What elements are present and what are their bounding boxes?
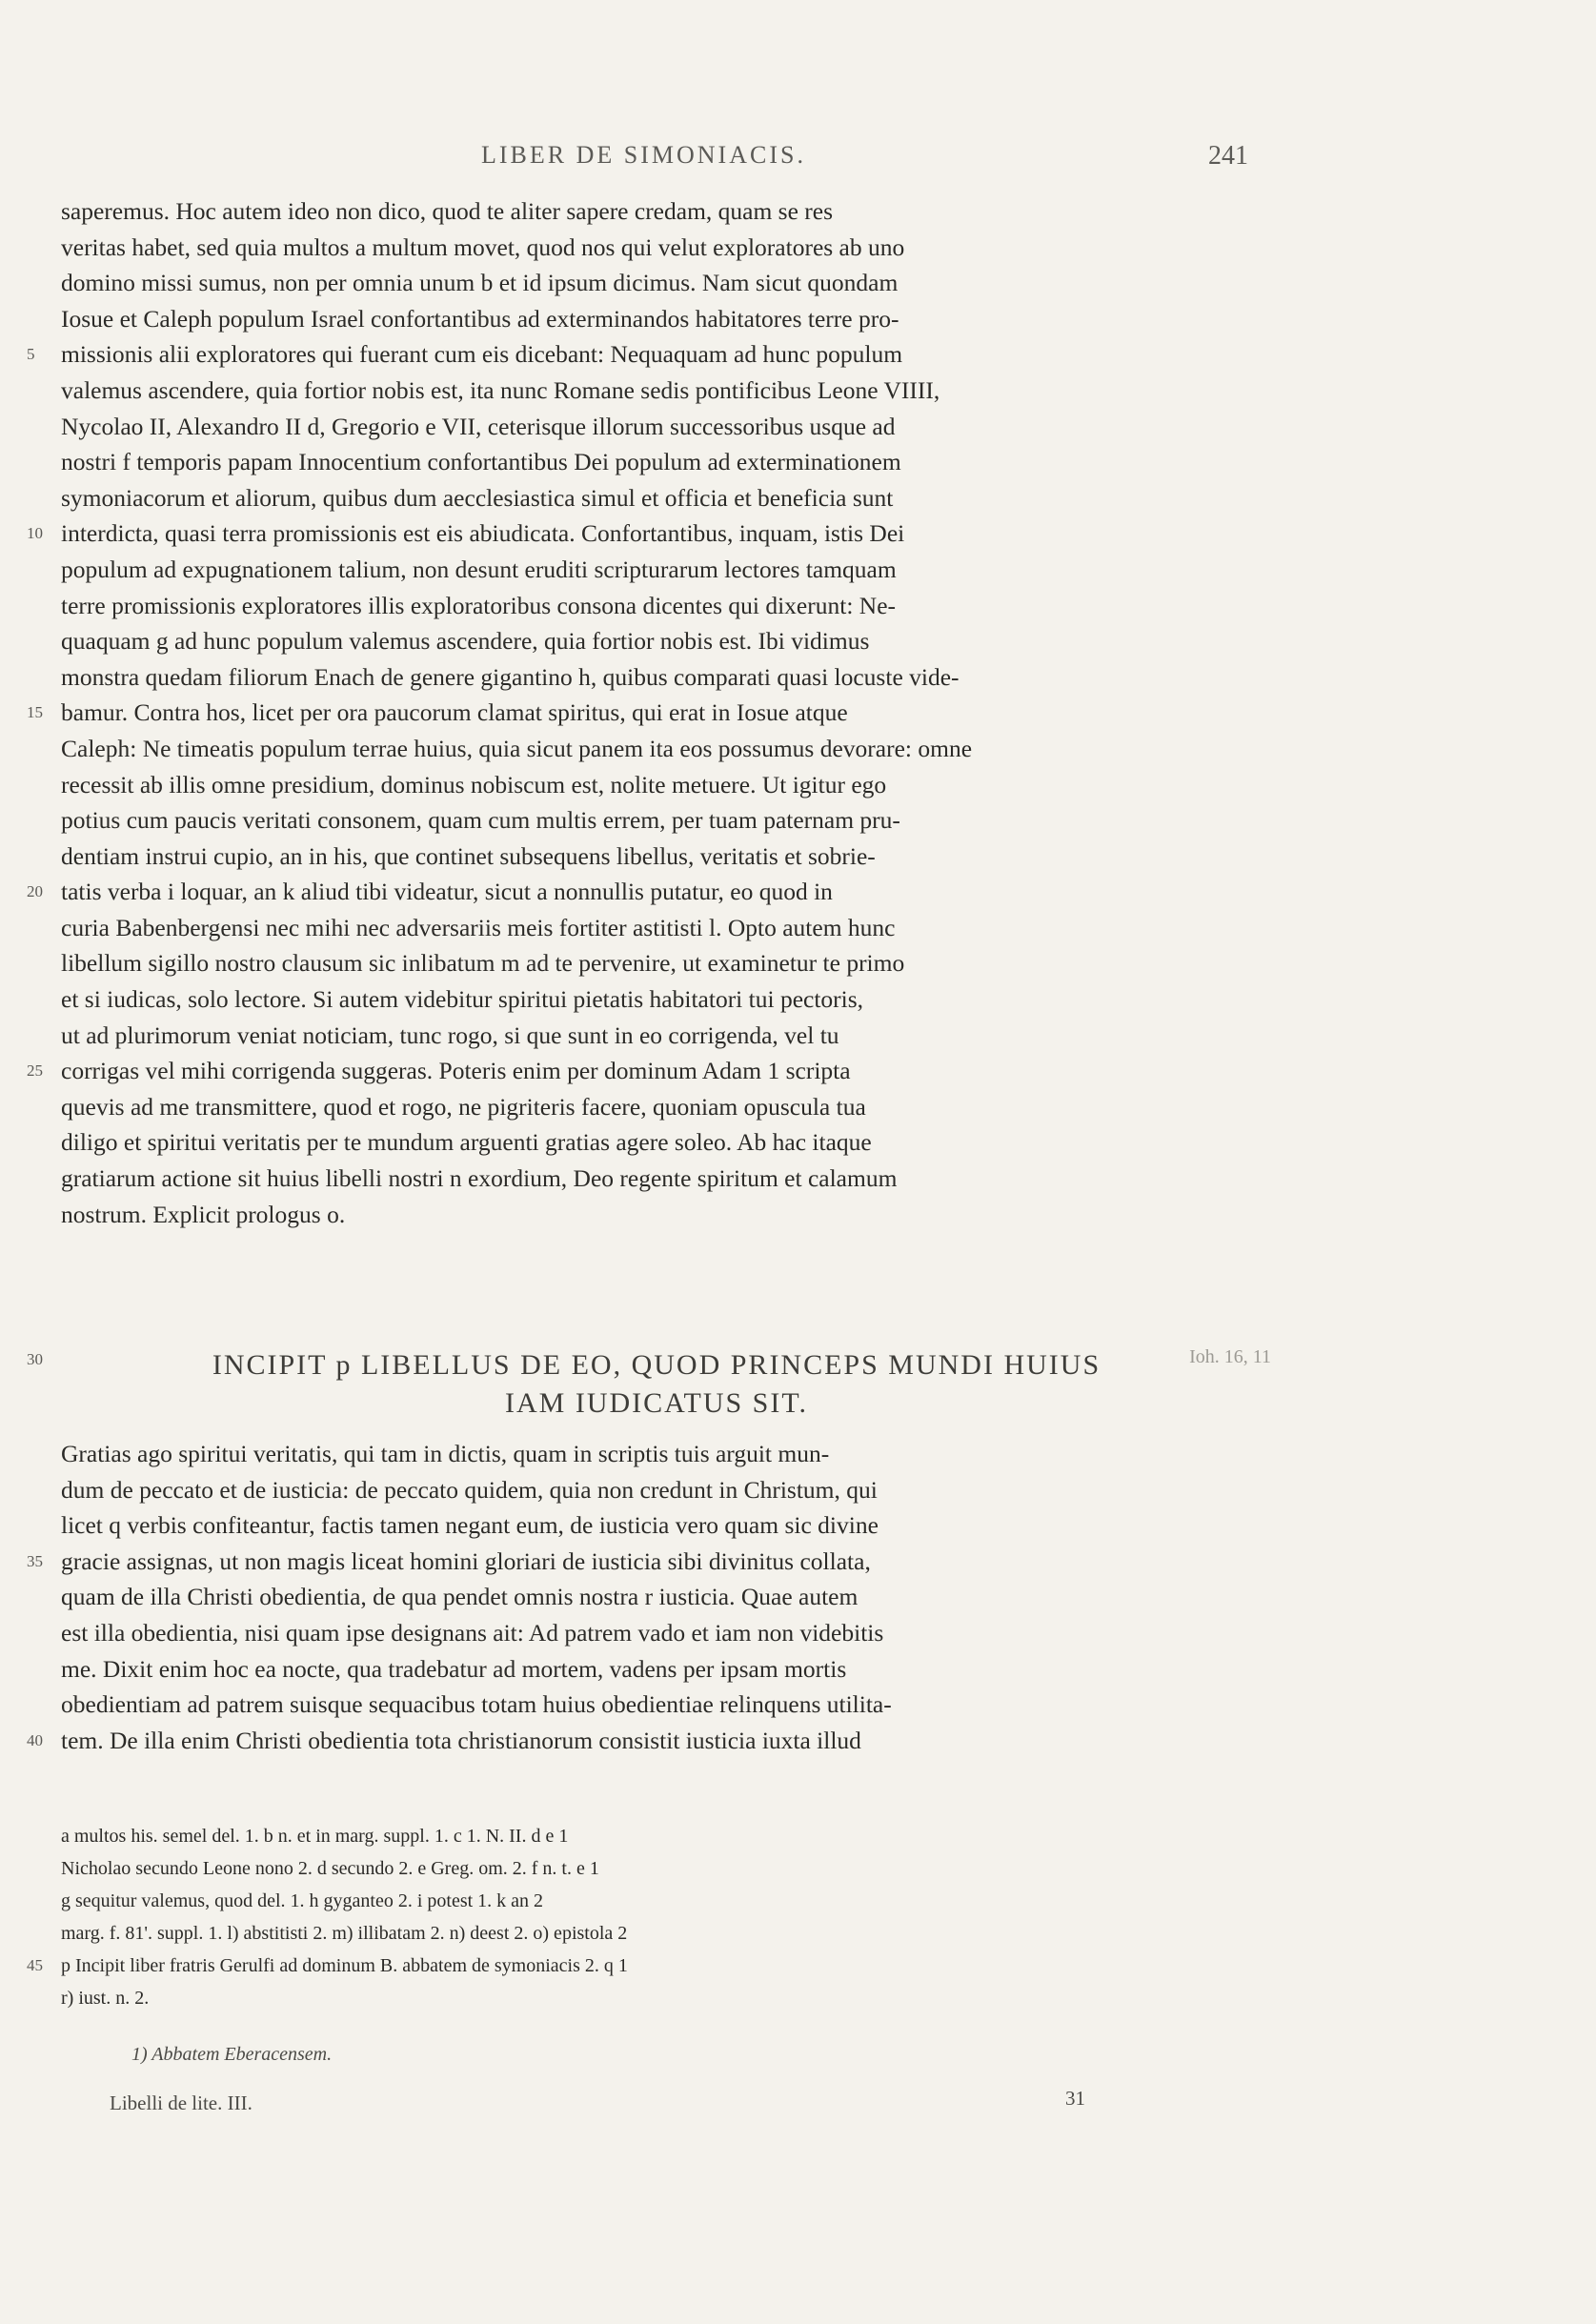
line-text: diligo et spiritui veritatis per te mundum arguenti gratias agere soleo. Ab hac itaque xyxy=(61,1128,872,1157)
line-text: Nicholao secundo Leone nono 2. d secundo 2. e Greg. om. 2. f n. t. e 1 xyxy=(61,1858,599,1879)
line-text: symoniacorum et aliorum, quibus dum aecclesiastica simul et officia et beneficia sunt xyxy=(61,483,894,512)
line-text: interdicta, quasi terra promissionis est eis abiudicata. Confortantibus, inquam, istis Dei xyxy=(61,519,905,548)
text-line xyxy=(61,623,1252,659)
line-text: valemus ascendere, quia fortior nobis est, ita nunc Romane sedis pontificibus Leone VIIII, xyxy=(61,375,940,404)
signature-right: 31 xyxy=(1065,2087,1085,2110)
text-line xyxy=(61,301,1252,337)
line-text: Gratias ago spiritui veritatis, qui tam in dictis, quam in scriptis tuis arguit mun- xyxy=(61,1440,830,1467)
line-number: 35 xyxy=(27,1551,43,1570)
text-line xyxy=(61,1651,1252,1687)
text-line xyxy=(61,1579,1252,1615)
heading-margin-reference: Ioh. 16, 11 xyxy=(1189,1346,1271,1367)
line-text: p Incipit liber fratris Gerulfi ad dominum B. abbatem de symoniacis 2. q 1 xyxy=(61,1955,628,1976)
line-text: gratiarum actione sit huius libelli nostri n exordium, Deo regente spiritum et calamum xyxy=(61,1164,898,1193)
text-line xyxy=(61,1436,1252,1472)
text-line xyxy=(61,1161,1252,1197)
text-line xyxy=(61,588,1252,624)
text-line xyxy=(61,945,1252,981)
line-number: 25 xyxy=(27,1061,43,1081)
page-number: 241 xyxy=(1208,141,1248,171)
footnote: 1) Abbatem Eberacensem. xyxy=(131,2044,333,2065)
line-text: dentiam instrui cupio, an in his, que continet subsequens libellus, veritatis et sobrie- xyxy=(61,841,876,870)
line-text: domino missi sumus, non per omnia unum b et id ipsum dicimus. Nam sicut quondam xyxy=(61,269,899,297)
line-text: quevis ad me transmittere, quod et rogo, ne pigriteris facere, quoniam opuscula tua xyxy=(61,1092,866,1121)
line-text: populum ad expugnationem talium, non desunt eruditi scripturarum lectores tamquam xyxy=(61,555,897,583)
line-text: et si iudicas, solo lectore. Si autem videbitur spiritui pietatis habitatori tui pectoris, xyxy=(61,985,864,1014)
line-text: potius cum paucis veritati consonem, quam cum multis errem, per tuam paternam pru- xyxy=(61,806,900,835)
text-line xyxy=(61,659,1252,696)
line-text: missionis alii exploratores qui fuerant cum eis dicebant: Nequaquam ad hunc populum xyxy=(61,340,903,369)
line-text: tem. De illa enim Christi obedientia tota christianorum consistit iusticia iuxta illud xyxy=(61,1726,861,1754)
line-text: nostrum. Explicit prologus o. xyxy=(61,1200,346,1228)
text-line xyxy=(61,444,1252,480)
running-head xyxy=(0,141,1596,179)
apparatus-line xyxy=(61,1885,1252,1917)
line-text: a multos his. semel del. 1. b n. et in marg. suppl. 1. c 1. N. II. d e 1 xyxy=(61,1826,569,1847)
line-text: veritas habet, sed quia multos a multum movet, quod nos qui velut exploratores ab uno xyxy=(61,232,905,261)
text-line xyxy=(61,552,1252,588)
line-text: dum de peccato et de iusticia: de peccato quidem, quia non credunt in Christum, qui xyxy=(61,1475,878,1504)
line-text: quaquam g ad hunc populum valemus ascendere, quia fortior nobis est. Ibi vidimus xyxy=(61,627,870,656)
heading-line-number: 30 xyxy=(27,1350,43,1368)
line-text: nostri f temporis papam Innocentium confortantibus Dei populum ad exterminationem xyxy=(61,448,901,476)
line-text: bamur. Contra hos, licet per ora paucorum clamat spiritus, qui erat in Iosue atque xyxy=(61,698,848,727)
line-text: obedientiam ad patrem suisque sequacibus totam huius obedientiae relinquens utilita- xyxy=(61,1690,892,1719)
text-line xyxy=(61,193,1252,230)
text-line xyxy=(61,767,1252,803)
text-line xyxy=(61,480,1252,516)
text-line xyxy=(61,1472,1252,1508)
line-text: est illa obedientia, nisi quam ipse designans ait: Ad patrem vado et iam non videbitis xyxy=(61,1618,884,1647)
text-line xyxy=(27,1053,1252,1089)
line-text: terre promissionis exploratores illis exploratoribus consona dicentes qui dixerunt: Ne- xyxy=(61,591,897,619)
running-head-title: LIBER DE SIMONIACIS. xyxy=(481,141,806,169)
text-line xyxy=(61,731,1252,767)
line-number: 5 xyxy=(27,345,35,364)
text-line xyxy=(61,981,1252,1018)
line-text: curia Babenbergensi nec mihi nec adversariis meis fortiter astitisti l. Opto autem hunc xyxy=(61,913,896,941)
line-text: Nycolao II, Alexandro II d, Gregorio e VII, ceterisque illorum successoribus usque ad xyxy=(61,412,896,440)
line-text: monstra quedam filiorum Enach de genere gigantino h, quibus comparati quasi locuste vide- xyxy=(61,662,960,691)
text-line xyxy=(27,874,1252,910)
line-text: corrigas vel mihi corrigenda suggeras. Poteris enim per dominum Adam 1 scripta xyxy=(61,1057,851,1085)
section-heading xyxy=(27,1346,1271,1423)
text-line xyxy=(27,695,1252,731)
line-text: tatis verba i loquar, an k aliud tibi videatur, sicut a nonnullis putatur, eo quod in xyxy=(61,878,833,906)
line-text: quam de illa Christi obedientia, de qua pendet omnis nostra r iusticia. Quae autem xyxy=(61,1583,859,1611)
text-line xyxy=(61,265,1252,301)
line-text: marg. f. 81'. suppl. 1. l) abstitisti 2. m) illibatam 2. n) deest 2. o) epistola 2 xyxy=(61,1923,628,1944)
text-line xyxy=(61,1197,1252,1233)
main-text xyxy=(27,1436,1252,1758)
line-text: ut ad plurimorum veniat noticiam, tunc rogo, si que sunt in eo corrigenda, vel tu xyxy=(61,1021,839,1049)
line-number: 10 xyxy=(27,524,43,543)
heading-line-2: IAM IUDICATUS SIT. xyxy=(505,1387,808,1419)
signature-left: Libelli de lite. III. xyxy=(110,2092,253,2114)
line-text: me. Dixit enim hoc ea nocte, qua tradebatur ad mortem, vadens per ipsam mortis xyxy=(61,1654,847,1683)
heading-line-1: INCIPIT p LIBELLUS DE EO, QUOD PRINCEPS MUNDI HUIUS xyxy=(212,1349,1101,1381)
text-line xyxy=(61,1507,1252,1544)
text-line xyxy=(61,373,1252,409)
line-text: r) iust. n. 2. xyxy=(61,1988,150,2009)
critical-apparatus xyxy=(27,1820,1252,2014)
line-text: recessit ab illis omne presidium, dominus nobiscum est, nolite metuere. Ut igitur ego xyxy=(61,770,887,798)
apparatus-line xyxy=(61,1982,1252,2014)
text-line xyxy=(61,802,1252,839)
text-line xyxy=(27,1723,1252,1759)
text-line xyxy=(61,230,1252,266)
text-line xyxy=(61,1089,1252,1125)
text-line xyxy=(61,839,1252,875)
line-text: Iosue et Caleph populum Israel confortantibus ad exterminandos habitatores terre pro- xyxy=(61,304,899,333)
line-text: saperemus. Hoc autem ideo non dico, quod te aliter sapere credam, quam se res xyxy=(61,197,834,225)
prologue-text xyxy=(27,193,1252,1232)
apparatus-line xyxy=(61,1820,1252,1852)
line-text: licet q verbis confiteantur, factis tamen negant eum, de iusticia vero quam sic divine xyxy=(61,1511,879,1540)
text-line xyxy=(61,1615,1252,1651)
line-number: 40 xyxy=(27,1730,43,1749)
text-line xyxy=(61,1687,1252,1723)
line-text: g sequitur valemus, quod del. 1. h gyganteo 2. i potest 1. k an 2 xyxy=(61,1890,544,1911)
line-number: 20 xyxy=(27,882,43,901)
line-number: 45 xyxy=(27,1956,43,1974)
text-line xyxy=(61,910,1252,946)
text-line xyxy=(27,336,1252,373)
apparatus-line xyxy=(61,1917,1252,1950)
apparatus-line xyxy=(27,1950,1252,1982)
line-number: 15 xyxy=(27,703,43,722)
line-text: Caleph: Ne timeatis populum terrae huius, quia sicut panem ita eos possumus devorare: omne xyxy=(61,734,973,762)
apparatus-line xyxy=(61,1852,1252,1885)
line-text: libellum sigillo nostro clausum sic inlibatum m ad te pervenire, ut examinetur te primo xyxy=(61,949,905,978)
text-line xyxy=(27,515,1252,552)
line-text: gracie assignas, ut non magis liceat homini gloriari de iusticia sibi divinitus collata, xyxy=(61,1546,871,1575)
text-line xyxy=(61,1018,1252,1054)
text-line xyxy=(61,409,1252,445)
text-line xyxy=(61,1124,1252,1161)
text-line xyxy=(27,1544,1252,1580)
